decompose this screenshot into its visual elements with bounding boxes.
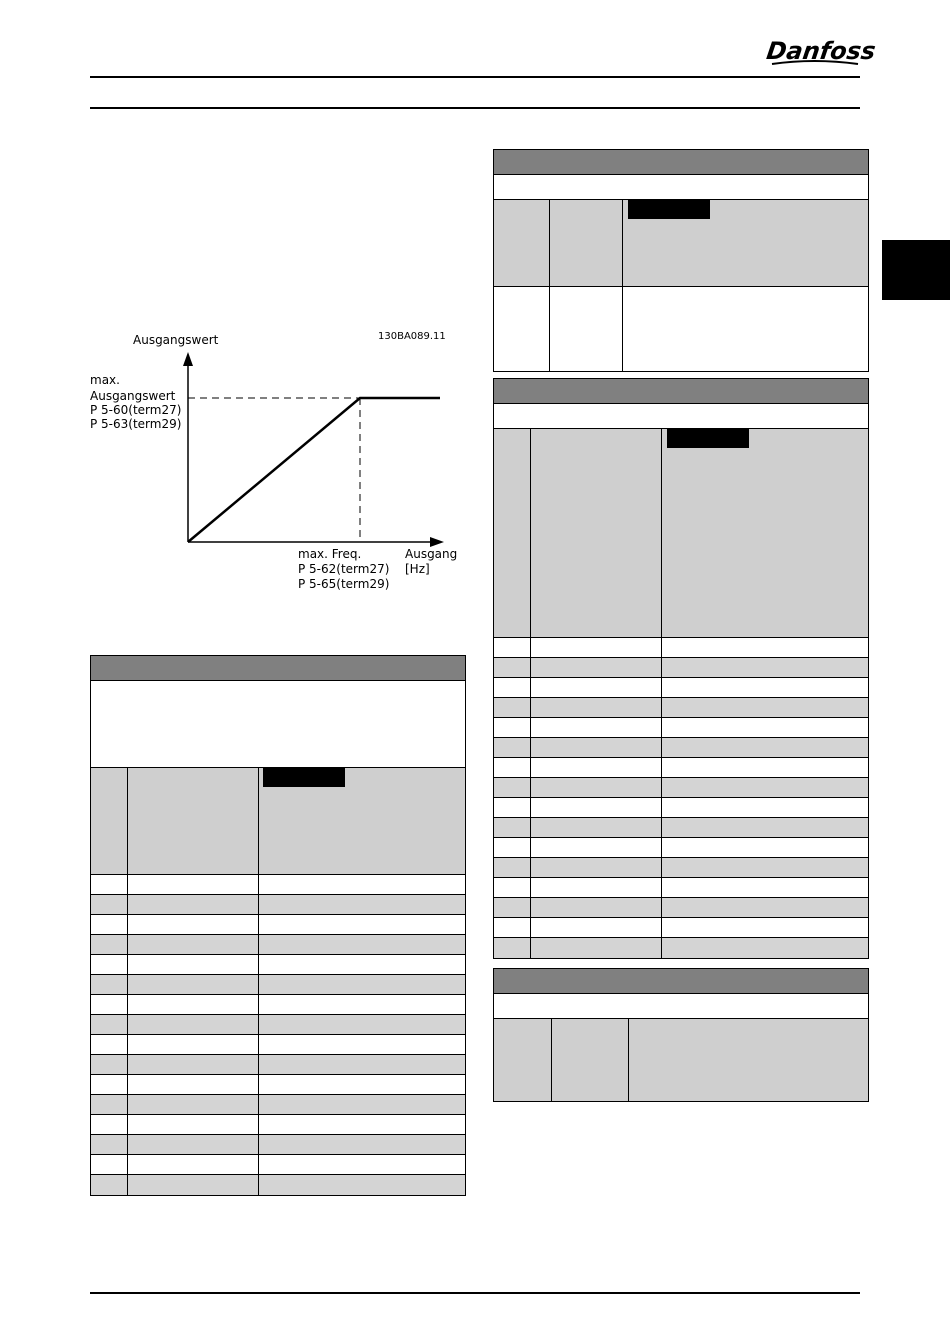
x-axis-label-1: Ausgang bbox=[405, 547, 458, 561]
parameter-table-left bbox=[90, 655, 466, 1196]
table-row bbox=[494, 818, 868, 838]
table-subtitle bbox=[494, 404, 868, 429]
table-options-head bbox=[494, 200, 868, 287]
logo-text: Danfoss bbox=[764, 37, 878, 65]
table-row bbox=[91, 1035, 465, 1055]
table-title-bar bbox=[494, 379, 868, 404]
x-axis-arrow bbox=[430, 537, 444, 547]
table-subtitle bbox=[494, 175, 868, 200]
table-row bbox=[91, 995, 465, 1015]
table-title-bar bbox=[494, 150, 868, 175]
x-axis-label-2: [Hz] bbox=[405, 562, 430, 576]
table-title-bar bbox=[91, 656, 465, 681]
y-max-label-4: P 5-63(term29) bbox=[90, 417, 182, 431]
table-row bbox=[91, 1155, 465, 1175]
table-options-head bbox=[494, 429, 868, 638]
y-axis-label: Ausgangswert bbox=[133, 333, 219, 347]
table-rows-left bbox=[91, 875, 465, 1195]
table-subtitle bbox=[494, 994, 868, 1019]
parameter-table-right-middle bbox=[493, 378, 869, 959]
output-curve bbox=[188, 398, 440, 542]
table-rows-right bbox=[494, 638, 868, 958]
table-row bbox=[494, 838, 868, 858]
parameter-table-right-bottom bbox=[493, 968, 869, 1102]
x-max-label-2: P 5-62(term27) bbox=[298, 562, 390, 576]
table-row bbox=[91, 955, 465, 975]
table-row bbox=[494, 718, 868, 738]
header-rule-bottom bbox=[90, 107, 860, 109]
table-row bbox=[91, 935, 465, 955]
table-row bbox=[494, 858, 868, 878]
table-row bbox=[91, 975, 465, 995]
figure-code: 130BA089.11 bbox=[378, 331, 446, 342]
table-row bbox=[91, 1135, 465, 1155]
y-axis-arrow bbox=[183, 352, 193, 366]
footer-rule bbox=[90, 1292, 860, 1294]
table-options-head bbox=[91, 768, 465, 875]
table-row bbox=[91, 1015, 465, 1035]
danfoss-logo bbox=[764, 28, 878, 72]
output-value-figure bbox=[80, 320, 470, 600]
y-max-label-1: max. bbox=[90, 373, 120, 387]
y-max-label-2: Ausgangswert bbox=[90, 389, 176, 403]
function-badge bbox=[667, 429, 749, 448]
table-row bbox=[91, 875, 465, 895]
table-description bbox=[91, 681, 465, 768]
table-row bbox=[494, 778, 868, 798]
table-row bbox=[494, 798, 868, 818]
table-row bbox=[494, 938, 868, 958]
table-row bbox=[91, 1175, 465, 1195]
table-row bbox=[91, 915, 465, 935]
table-row bbox=[494, 698, 868, 718]
table-row bbox=[494, 738, 868, 758]
x-max-label-1: max. Freq. bbox=[298, 547, 362, 561]
table-row bbox=[494, 918, 868, 938]
chapter-tab bbox=[882, 240, 950, 300]
table-options-head bbox=[494, 1019, 868, 1101]
x-max-label-3: P 5-65(term29) bbox=[298, 577, 390, 591]
table-row bbox=[91, 1115, 465, 1135]
table-title-bar bbox=[494, 969, 868, 994]
table-row bbox=[494, 878, 868, 898]
table-row bbox=[91, 1095, 465, 1115]
table-row bbox=[494, 758, 868, 778]
table-row-white bbox=[494, 287, 868, 371]
table-row bbox=[494, 658, 868, 678]
parameter-table-right-top bbox=[493, 149, 869, 372]
table-row bbox=[91, 895, 465, 915]
table-row bbox=[494, 638, 868, 658]
table-row bbox=[494, 678, 868, 698]
table-row bbox=[91, 1075, 465, 1095]
function-badge bbox=[628, 200, 710, 219]
table-row bbox=[494, 898, 868, 918]
function-badge bbox=[263, 768, 345, 787]
table-row bbox=[91, 1055, 465, 1075]
header-rule-top bbox=[90, 76, 860, 78]
y-max-label-3: P 5-60(term27) bbox=[90, 403, 182, 417]
